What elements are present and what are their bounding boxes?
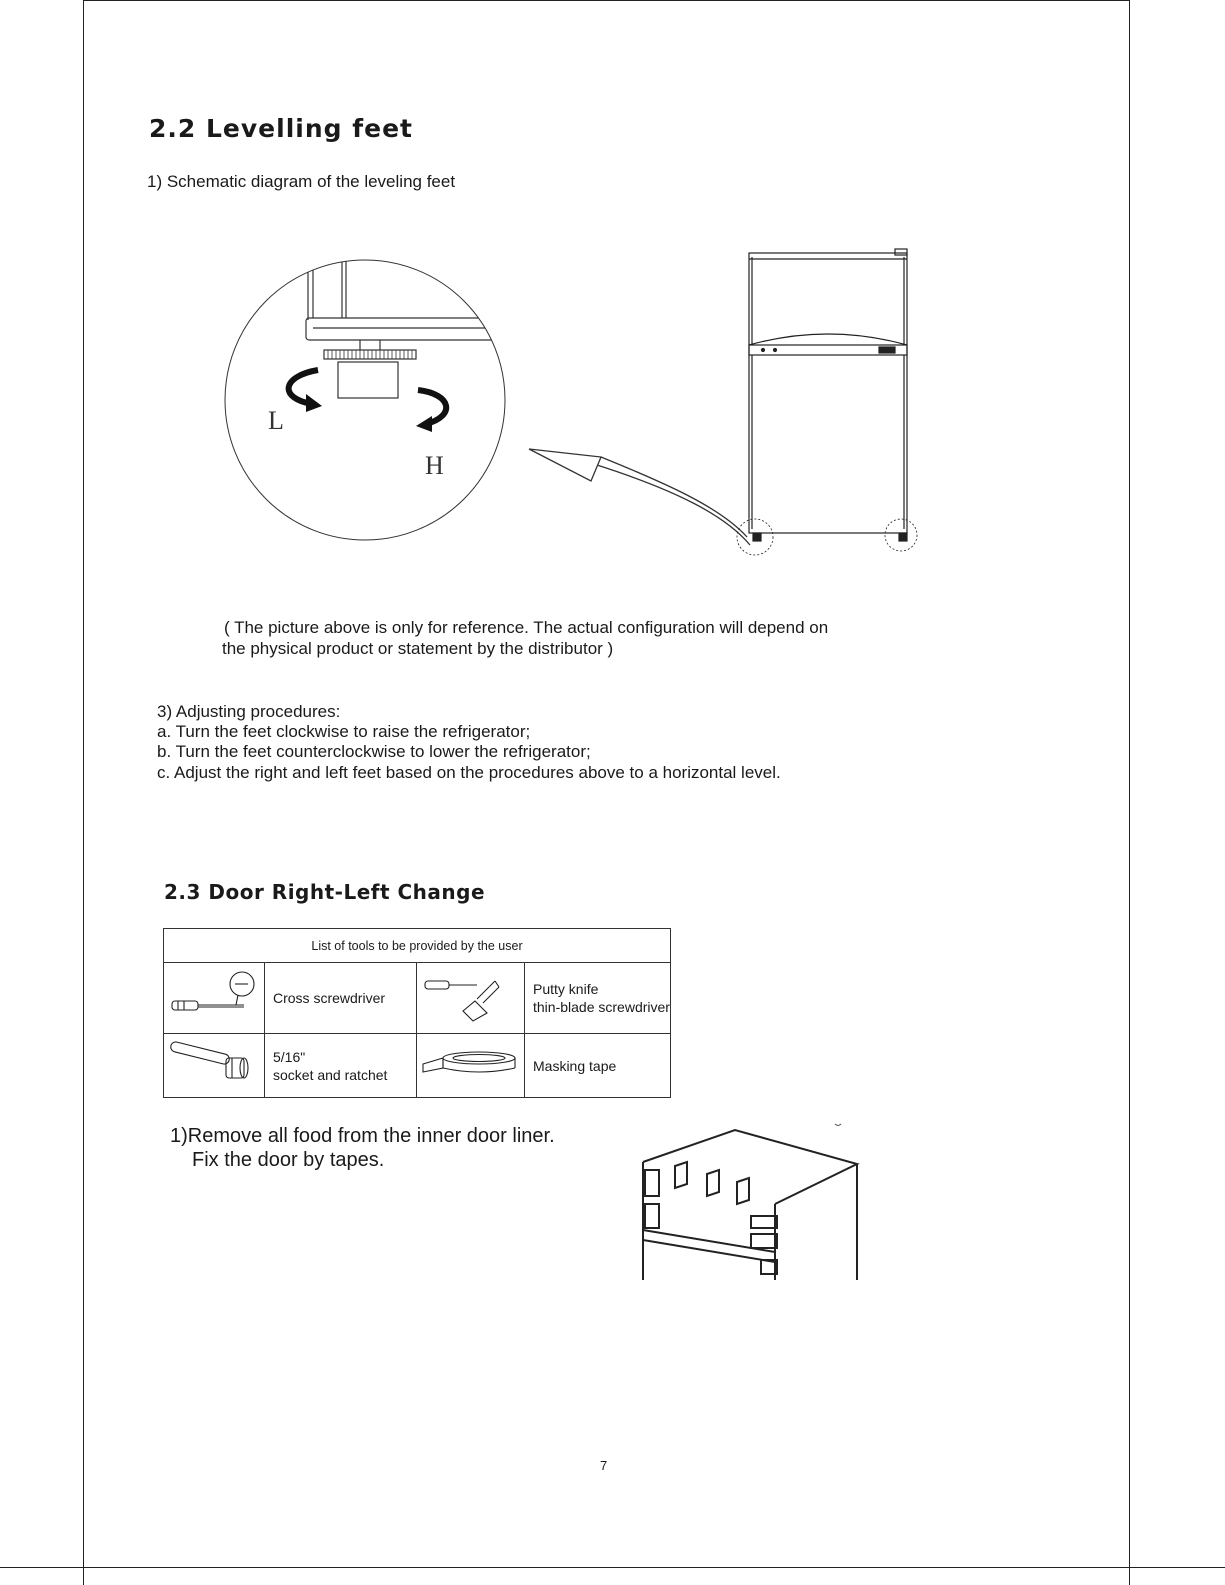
page-border-right (1129, 0, 1130, 1585)
door-step-1-line-1: 1)Remove all food from the inner door liner. (170, 1125, 555, 1147)
tool-label-line: socket and ratchet (273, 1066, 388, 1083)
tool-label-cross-screwdriver (265, 963, 417, 1034)
label-H: H (425, 451, 444, 480)
reference-note-line-2: the physical product or statement by the distributor ) (222, 639, 614, 658)
section-heading-levelling: 2.2 Levelling feet (149, 114, 413, 143)
tools-table-caption: List of tools to be provided by the user (164, 929, 671, 963)
page-border-bottom (0, 1567, 1225, 1568)
socket-ratchet-icon (164, 1034, 265, 1098)
page-border-left (83, 0, 84, 1585)
reference-note-line-1: ( The picture above is only for reference. The actual configuration will depend on (224, 618, 829, 637)
tool-label-socket-ratchet (265, 1034, 417, 1098)
procedure-step-c: c. Adjust the right and left feet based on the procedures above to a horizontal level. (157, 763, 781, 782)
tool-label-line: thin-blade screwdriver (533, 999, 670, 1015)
pointer-arrow-icon (525, 445, 760, 550)
section-heading-door-change: 2.3 Door Right-Left Change (164, 880, 486, 904)
levelling-foot-detail-diagram (220, 258, 510, 543)
screwdriver-icon (164, 963, 265, 1034)
masking-tape-icon (417, 1034, 525, 1098)
procedure-step-b: b. Turn the feet counterclockwise to lower the refrigerator; (157, 742, 591, 761)
page-border-top (83, 0, 1130, 1)
taped-door-diagram (635, 1112, 870, 1287)
tool-label-line: Cross screwdriver (273, 990, 386, 1006)
putty-knife-icon (417, 963, 525, 1034)
tool-label-line: Masking tape (533, 1057, 617, 1074)
door-step-1-line-2: Fix the door by tapes. (192, 1149, 385, 1171)
tool-label-line: 5/16" (273, 1048, 306, 1065)
tool-label-line: Putty knife (533, 981, 599, 997)
tool-label-masking-tape (525, 1034, 671, 1098)
tools-table (163, 928, 671, 1098)
refrigerator-diagram (735, 245, 925, 560)
tool-label-putty-knife (525, 963, 671, 1034)
schematic-subheading: 1) Schematic diagram of the leveling feet (147, 172, 456, 191)
label-L: L (268, 406, 284, 435)
procedure-step-a: a. Turn the feet clockwise to raise the refrigerator; (157, 722, 531, 741)
procedures-title: 3) Adjusting procedures: (157, 702, 341, 721)
page-number: 7 (600, 1458, 608, 1473)
